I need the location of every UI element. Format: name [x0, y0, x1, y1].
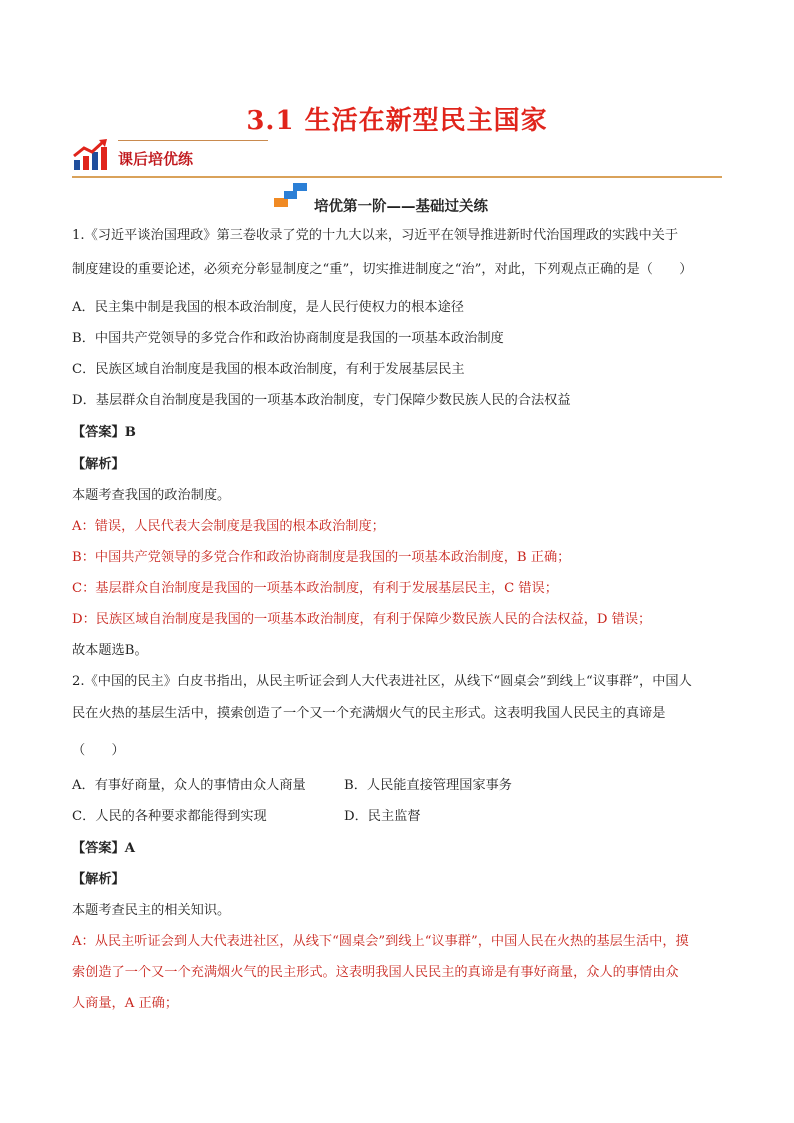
q1-analysis-b: B：中国共产党领导的多党合作和政治协商制度是我国的一项基本政治制度，B 正确；	[72, 550, 571, 565]
q2-analysis-line-1: A：从民主听证会到人大代表进社区，从线下“圆桌会”到线上“议事群”，中国人民在火热的基层生活中，摸	[72, 934, 689, 949]
q2-option-d: D．民主监督	[344, 809, 421, 824]
q2-options-row-2	[72, 808, 732, 826]
q1-stem-line-2: 制度建设的重要论述，必须充分彰显制度之“重”，切实推进制度之“治”，对此，下列观点正确的是（ ）	[72, 262, 693, 277]
q1-conclusion: 故本题选B。	[72, 643, 148, 658]
q2-answer: 【答案】A	[72, 841, 135, 856]
header-rule-short	[118, 140, 268, 141]
q1-analysis-a: A：错误，人民代表大会制度是我国的根本政治制度；	[72, 519, 385, 534]
q2-analysis-line-3: 人商量，A 正确；	[72, 996, 179, 1011]
q1-stem-line-1: 1.《习近平谈治国理政》第三卷收录了党的十九大以来，习近平在领导推进新时代治国理政的实践中关于	[72, 228, 679, 243]
section-header	[72, 136, 722, 178]
page-title: 3.1 生活在新型民主国家	[246, 106, 548, 136]
q1-analysis-d: D：民族区域自治制度是我国的一项基本政治制度，有利于保障少数民族人民的合法权益，D 错误；	[72, 612, 652, 627]
q2-options-row-1	[72, 777, 732, 795]
q1-option-d: D．基层群众自治制度是我国的一项基本政治制度，专门保障少数民族人民的合法权益	[72, 393, 571, 408]
q1-analysis-c: C：基层群众自治制度是我国的一项基本政治制度，有利于发展基层民主，C 错误；	[72, 581, 558, 596]
stair-steps-icon	[274, 182, 310, 208]
q2-analysis-line-2: 索创造了一个又一个充满烟火气的民主形式。这表明我国人民民主的真谛是有事好商量，众人的事情由众	[72, 965, 679, 980]
q1-analysis-label: 【解析】	[72, 457, 125, 472]
q1-option-c: C．民族区域自治制度是我国的根本政治制度，有利于发展基层民主	[72, 362, 465, 377]
q1-analysis-intro: 本题考查我国的政治制度。	[72, 488, 231, 503]
q2-stem-line-1: 2.《中国的民主》白皮书指出，从民主听证会到人大代表进社区，从线下“圆桌会”到线上“议事群”，中国人	[72, 674, 692, 689]
q1-option-b: B．中国共产党领导的多党合作和政治协商制度是我国的一项基本政治制度	[72, 331, 504, 346]
q2-option-a: A．有事好商量，众人的事情由众人商量	[72, 778, 306, 793]
stage-label: 培优第一阶——基础过关练	[314, 199, 488, 215]
q2-stem-line-2: 民在火热的基层生活中，摸索创造了一个又一个充满烟火气的民主形式。这表明我国人民民主的真谛是	[72, 706, 666, 721]
q2-stem-line-3: （ ）	[72, 743, 125, 758]
header-rule	[72, 176, 722, 178]
rising-chart-icon	[72, 138, 110, 172]
q1-answer: 【答案】B	[72, 425, 136, 440]
q2-analysis-label: 【解析】	[72, 872, 125, 887]
section-label: 课后培优练	[118, 150, 194, 168]
q2-analysis-intro: 本题考查民主的相关知识。	[72, 903, 231, 918]
q2-option-b: B．人民能直接管理国家事务	[344, 778, 512, 793]
q2-option-c: C．人民的各种要求都能得到实现	[72, 809, 267, 824]
stage-header	[0, 182, 794, 215]
q1-option-a: A．民主集中制是我国的根本政治制度，是人民行使权力的根本途径	[72, 300, 464, 315]
